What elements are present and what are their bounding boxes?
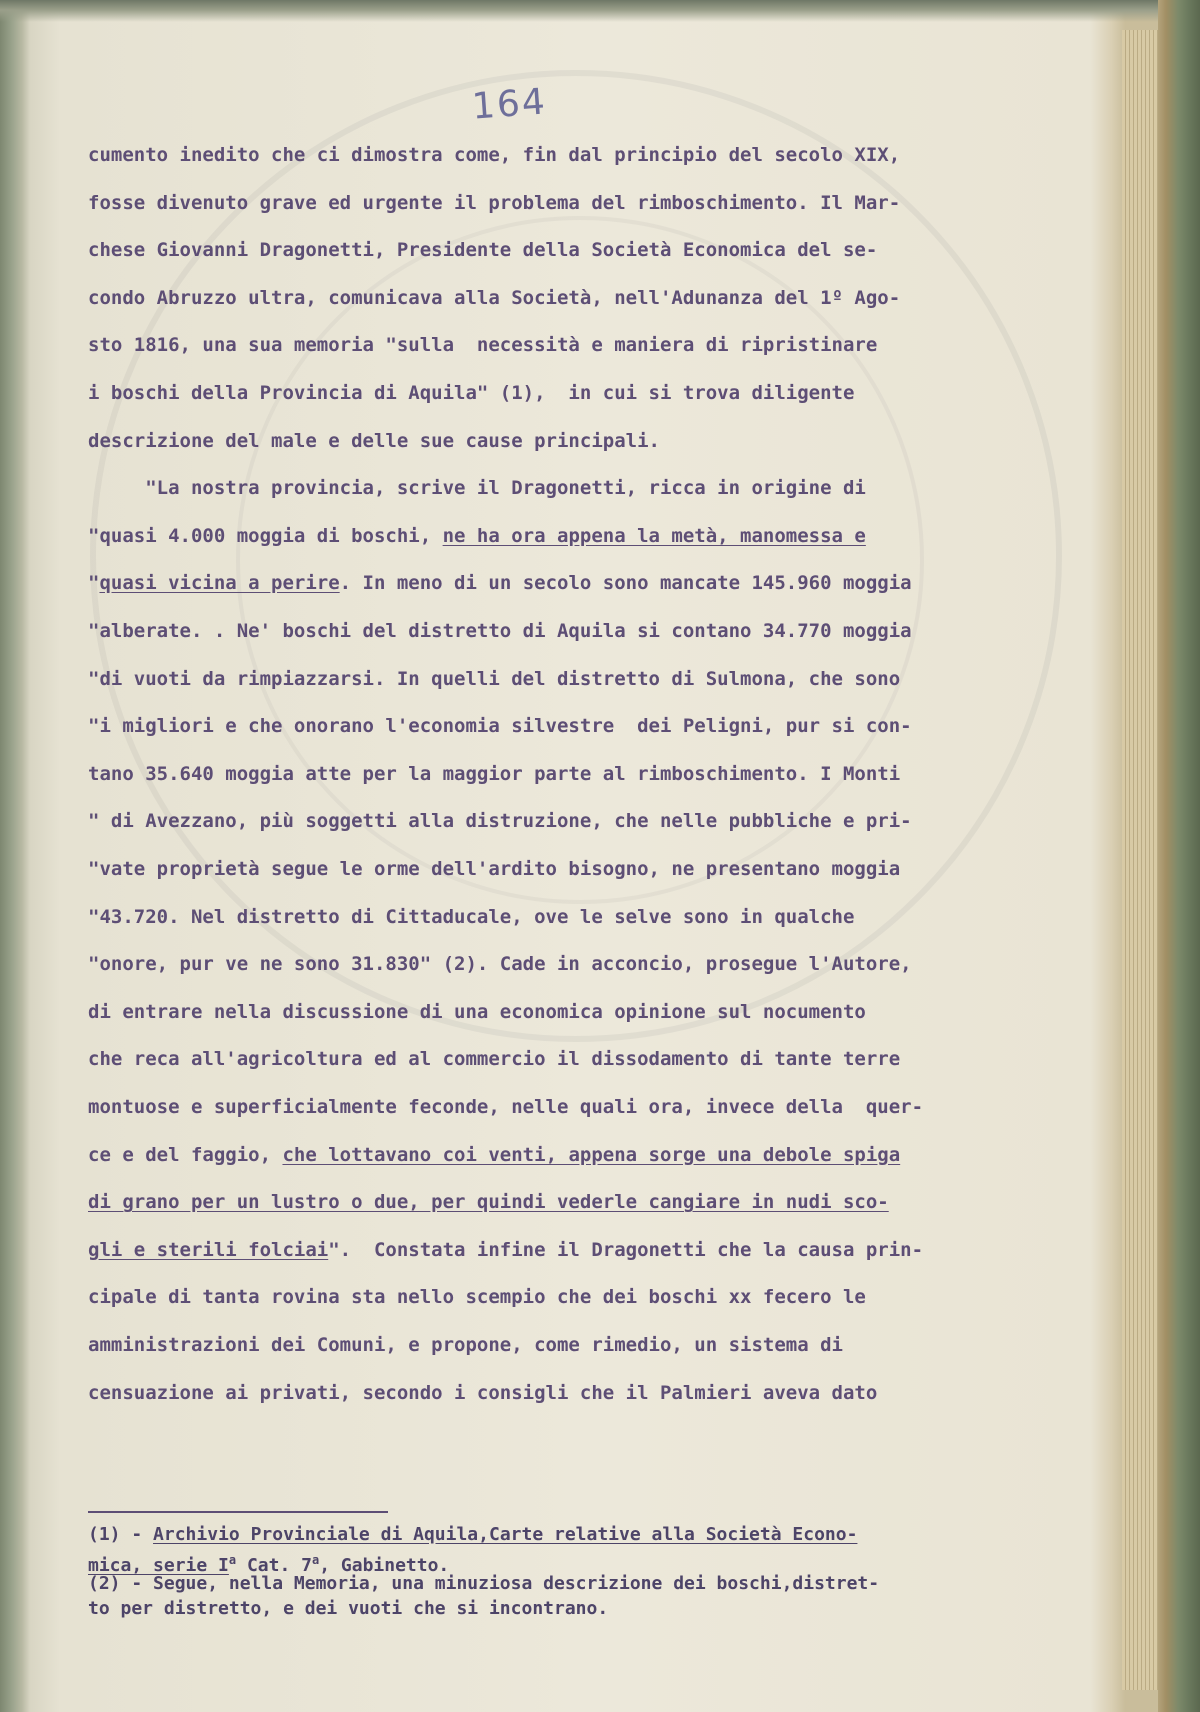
underlined-text: quasi vicina a perire <box>99 572 340 595</box>
body-line-8 <box>88 476 866 500</box>
body-line-2 <box>88 191 900 215</box>
text-segment: che reca all'agricoltura ed al commercio il dissodamento di tante terre <box>88 1048 901 1071</box>
text-segment: "i migliori e che onorano l'economia silvestre dei Peligni, pur si con- <box>88 715 912 738</box>
body-line-26 <box>88 1333 843 1357</box>
text-segment: " <box>88 572 100 595</box>
text-segment: "vate proprietà segue le orme dell'ardito bisogno, ne presentano moggia <box>88 858 901 880</box>
text-segment: i boschi della Provincia di Aquila" (1), in cui si trova diligente <box>88 382 855 404</box>
text-segment: cipale di tanta rovina sta nello scempio che dei boschi <box>88 1286 729 1309</box>
text-segment: (1) - <box>88 1524 154 1545</box>
body-line-13 <box>88 714 912 738</box>
underlined-text: mica, serie I <box>88 1554 229 1576</box>
underlined-text: gli e sterili folciai <box>88 1238 329 1261</box>
library-watermark-stamp <box>90 70 1062 1042</box>
stamp-inner-ring <box>236 216 924 904</box>
body-line-7 <box>88 429 660 453</box>
footnote-rule <box>88 1511 388 1513</box>
text-segment: a <box>228 1552 237 1567</box>
text-segment: cumento inedito che ci dimostra come, fin dal principio del secolo XIX, <box>88 144 901 166</box>
text-segment: amministrazioni dei Comuni, e propone, come rimedio, un sistema di <box>88 1334 843 1356</box>
text-segment: "onore, pur ve ne sono 31.830" (2). Cade in acconcio, prosegue l'Autore, <box>88 953 912 976</box>
book-cover-edge <box>1158 0 1200 1712</box>
text-segment: condo Abruzzo ultra, comunicava alla Società, nell'Adunanza del 1º Ago- <box>88 286 901 309</box>
body-line-11 <box>88 619 912 643</box>
body-line-17 <box>88 905 854 929</box>
footnote-line-3 <box>88 1573 879 1595</box>
text-segment: "alberate. . Ne' boschi del distretto di Aquila si contano 34.770 moggia <box>88 620 912 642</box>
body-line-22 <box>88 1143 900 1167</box>
text-segment: Cat. 7 <box>236 1554 312 1576</box>
text-segment: fecero le <box>751 1286 866 1309</box>
text-segment: to per distretto, e dei vuoti che si incontrano. <box>88 1597 609 1619</box>
body-line-23 <box>88 1190 889 1214</box>
body-line-10 <box>88 571 912 595</box>
body-line-18 <box>88 952 912 976</box>
body-line-25 <box>88 1285 866 1309</box>
body-line-20 <box>88 1047 900 1071</box>
book-top-shadow <box>0 0 1200 22</box>
body-line-21 <box>88 1095 923 1119</box>
text-segment: sto 1816, una sua memoria "sulla necessità e maniera di ripristinare <box>88 334 878 357</box>
text-segment: . In meno di un secolo sono mancate 145.960 moggia <box>339 572 912 595</box>
body-line-5 <box>88 333 877 357</box>
underlined-text: ne ha ora appena la metà, manomessa e <box>442 524 866 547</box>
text-segment: a <box>311 1552 320 1567</box>
underlined-text: di grano per un lustro o due, per quindi vederle cangiare in nudi sco- <box>88 1191 889 1214</box>
text-segment: chese Giovanni Dragonetti, Presidente della Società Economica del se- <box>88 239 878 262</box>
page-edges <box>1122 30 1158 1690</box>
text-segment: (2) - Segue, nella Memoria, una minuziosa descrizione dei boschi,distret- <box>88 1573 880 1594</box>
footnote-line-4 <box>88 1598 608 1620</box>
text-segment: "di vuoti da rimpiazzarsi. In quelli del distretto di Sulmona, che sono <box>88 667 901 690</box>
body-line-24 <box>88 1238 923 1262</box>
body-line-4 <box>88 286 900 310</box>
body-line-16 <box>88 857 900 881</box>
underlined-text: che lottavano coi venti, appena sorge una debole spiga <box>282 1143 901 1166</box>
text-segment: " di Avezzano, più soggetti alla distruzione, che nelle pubbliche e pri- <box>88 810 912 833</box>
text-segment: ce e del faggio, <box>88 1143 283 1166</box>
text-segment: "quasi 4.000 moggia di boschi, <box>88 524 443 547</box>
text-segment: descrizione del male e delle sue cause principali. <box>88 429 660 452</box>
text-segment: censuazione ai privati, secondo i consigli che il Palmieri aveva dato <box>88 1381 878 1404</box>
footnote-line-1 <box>88 1524 857 1546</box>
body-line-6 <box>88 381 854 405</box>
text-segment: , Gabinetto. <box>319 1554 450 1576</box>
text-segment: ". Constata infine il Dragonetti che la causa prin- <box>328 1238 924 1261</box>
body-line-9 <box>88 524 866 548</box>
text-segment: di entrare nella discussione di una economica opinione sul nocumento <box>88 1000 866 1023</box>
text-segment: "La nostra provincia, scrive il Dragonetti, ricca in origine di <box>88 477 866 500</box>
page-number: 164 <box>470 81 549 128</box>
text-segment: fosse divenuto grave ed urgente il problema del rimboschimento. Il Mar- <box>88 191 901 214</box>
text-segment: xx <box>728 1286 752 1309</box>
text-segment: montuose e superficialmente feconde, nelle quali ora, invece della quer- <box>88 1096 924 1118</box>
body-line-1 <box>88 143 900 167</box>
body-line-27 <box>88 1381 877 1405</box>
body-line-14 <box>88 762 900 786</box>
underlined-text: Archivio Provinciale di Aquila,Carte relative alla Società Econo- <box>153 1524 858 1545</box>
text-segment: tano 35.640 moggia atte per la maggior parte al rimboschimento. I Monti <box>88 762 901 785</box>
body-line-15 <box>88 809 912 833</box>
body-line-12 <box>88 667 900 691</box>
body-line-19 <box>88 1000 866 1024</box>
body-line-3 <box>88 238 877 262</box>
text-segment: "43.720. Nel distretto di Cittaducale, ove le selve sono in qualche <box>88 905 855 928</box>
